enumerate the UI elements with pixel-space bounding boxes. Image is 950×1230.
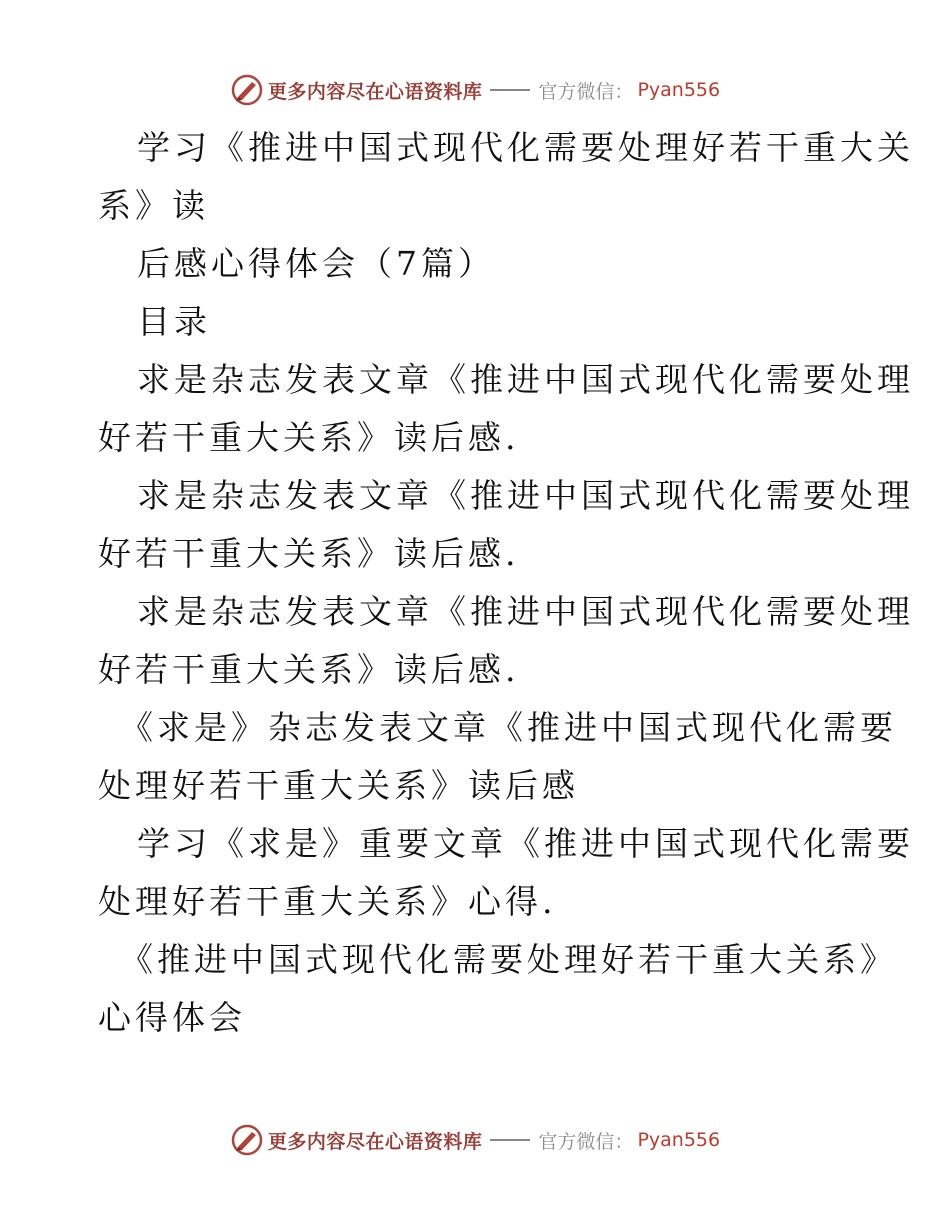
toc-item-6-line-1: 《推进中国式现代化需要处理好若干重大关系》 bbox=[120, 940, 897, 979]
header-brand-text: 更多内容尽在心语资料库 bbox=[267, 80, 483, 103]
pen-logo-icon bbox=[230, 1123, 264, 1157]
title-line-3: 后感心得体会（7篇） bbox=[137, 244, 495, 283]
footer-dash bbox=[490, 1139, 530, 1141]
toc-item-1-line-1: 求是杂志发表文章《推进中国式现代化需要处理 bbox=[137, 360, 914, 399]
toc-item-6-line-2: 心得体会 bbox=[98, 998, 246, 1037]
header-wechat-label: 官方微信： bbox=[538, 80, 634, 103]
header-watermark bbox=[0, 70, 950, 110]
pen-logo-icon bbox=[230, 73, 264, 107]
footer-watermark bbox=[0, 1120, 950, 1160]
toc-item-2-line-2: 好若干重大关系》读后感. bbox=[98, 534, 520, 573]
header-wechat-id: Pyan556 bbox=[637, 79, 721, 101]
footer-wechat-label: 官方微信： bbox=[538, 1130, 634, 1153]
toc-item-2-line-1: 求是杂志发表文章《推进中国式现代化需要处理 bbox=[137, 476, 914, 515]
footer-brand-text: 更多内容尽在心语资料库 bbox=[267, 1130, 483, 1153]
toc-item-4-line-2: 处理好若干重大关系》读后感 bbox=[98, 766, 579, 805]
toc-item-3-line-1: 求是杂志发表文章《推进中国式现代化需要处理 bbox=[137, 592, 914, 631]
header-dash bbox=[490, 89, 530, 91]
footer-wechat-id: Pyan556 bbox=[637, 1129, 721, 1151]
toc-item-3-line-2: 好若干重大关系》读后感. bbox=[98, 650, 520, 689]
toc-heading: 目录 bbox=[137, 302, 211, 341]
title-line-2: 系》读 bbox=[98, 186, 209, 225]
toc-item-4-line-1: 《求是》杂志发表文章《推进中国式现代化需要 bbox=[120, 708, 897, 747]
toc-item-1-line-2: 好若干重大关系》读后感. bbox=[98, 418, 520, 457]
toc-item-5-line-2: 处理好若干重大关系》心得. bbox=[98, 882, 557, 921]
title-line-1: 学习《推进中国式现代化需要处理好若干重大关 bbox=[137, 128, 914, 167]
toc-item-5-line-1: 学习《求是》重要文章《推进中国式现代化需要 bbox=[137, 824, 914, 863]
